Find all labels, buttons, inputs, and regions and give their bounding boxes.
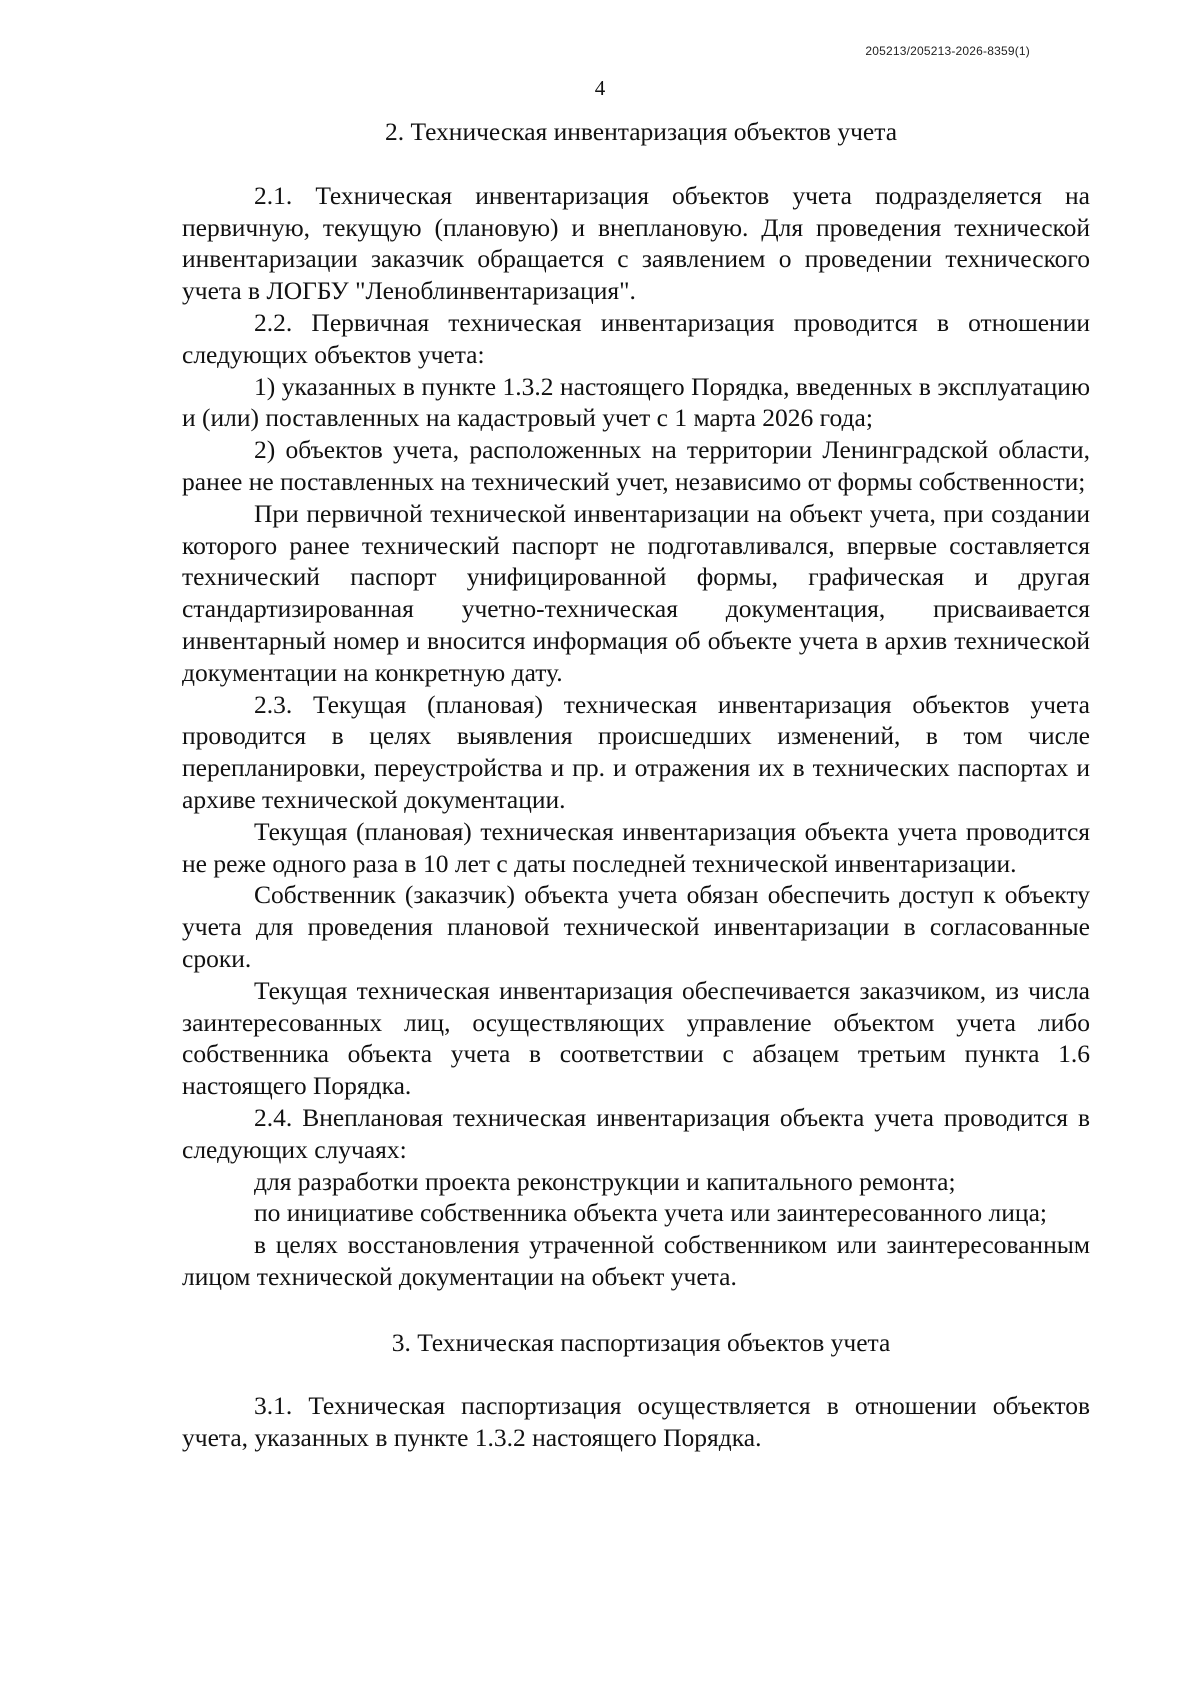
paragraph-owner-access: Собственник (заказчик) объекта учета обязан обеспечить доступ к объекту учета для проведения плановой технической инвентаризации в согласованные сроки. — [182, 880, 1090, 973]
list-item-2-4-2: по инициативе собственника объекта учета или заинтересованного лица; — [254, 1198, 1047, 1228]
page-number: 4 — [594, 76, 606, 100]
list-item-2-2-2: 2) объектов учета, расположенных на территории Ленинградской области, ранее не поставленных на технический учет, независимо от формы собственности; — [182, 435, 1090, 496]
paragraph-2-4: 2.4. Внеплановая техническая инвентаризация объекта учета проводится в следующих случаях: — [182, 1102, 1090, 1164]
list-item-2-4-1: для разработки проекта реконструкции и капитального ремонта; — [254, 1166, 956, 1196]
paragraph-current-inventory: Текущая техническая инвентаризация обеспечивается заказчиком, из числа заинтересованных лиц, осуществляющих управление объектом учета либо собственника объекта учета в соответствии с абзацем третьим пункта 1.6 настоящего Порядка. — [182, 975, 1090, 1101]
list-item-2-4-3: в целях восстановления утраченной собственником или заинтересованным лицом технической документации на объект учета. — [182, 1230, 1090, 1291]
section-2-title: 2. Техническая инвентаризация объектов учета — [384, 117, 898, 146]
paragraph-2-3: 2.3. Текущая (плановая) техническая инвентаризация объектов учета проводится в целях выявления происшедших изменений, в том числе перепланировки, переустройства и пр. и отражения их в технических паспортах и архиве технической документации. — [182, 689, 1090, 814]
document-id: 205213/205213-2026-8359(1) — [865, 44, 1030, 58]
paragraph-2-2: 2.2. Первичная техническая инвентаризация проводится в отношении следующих объектов учета: — [182, 307, 1090, 369]
paragraph-2-1: 2.1. Техническая инвентаризация объектов учета подразделяется на первичную, текущую (плановую) и внеплановую. Для проведения технической инвентаризации заказчик обращается с заявлением о проведении технического учета в ЛОГБУ "Леноблинвентаризация". — [182, 180, 1090, 306]
paragraph-primary-inventory: При первичной технической инвентаризации на объект учета, при создании которого ранее технический паспорт не подготавливался, впервые составляется технический паспорт унифицированной формы, графическая и другая стандартизированная учетно-техническая документация, присваивается инвентарный номер и вносится информация об объекте учета в архив технической документации на конкретную дату. — [182, 498, 1090, 687]
list-item-2-2-1: 1) указанных в пункте 1.3.2 настоящего Порядка, введенных в эксплуатацию и (или) поставленных на кадастровый учет с 1 марта 2026 года; — [182, 371, 1090, 433]
section-3-title: 3. Техническая паспортизация объектов учета — [391, 1327, 891, 1357]
document-body — [182, 116, 1090, 1454]
paragraph-planned-frequency: Текущая (плановая) техническая инвентаризация объекта учета проводится не реже одного раза в 10 лет с даты последней технической инвентаризации. — [182, 816, 1090, 878]
paragraph-3-1: 3.1. Техническая паспортизация осуществляется в отношении объектов учета, указанных в пункте 1.3.2 настоящего Порядка. — [182, 1391, 1090, 1453]
